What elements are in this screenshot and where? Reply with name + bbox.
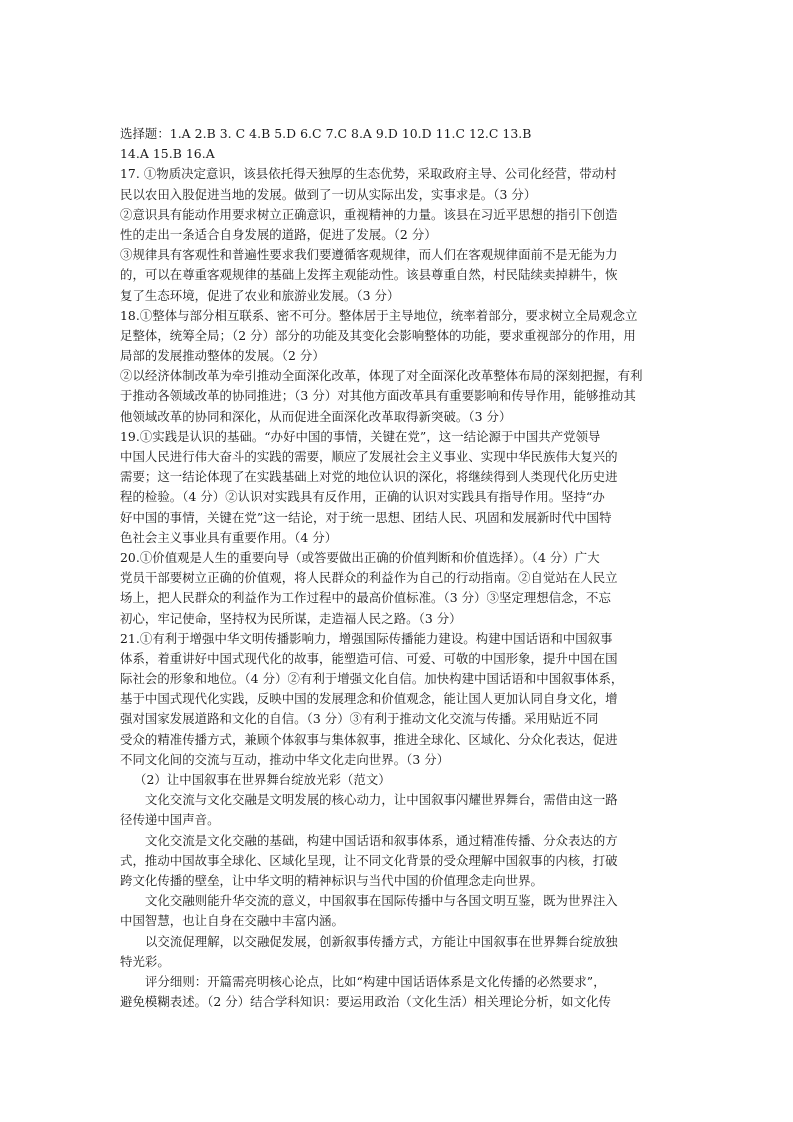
text-line: 选择题：1.A 2.B 3. C 4.B 5.D 6.C 7.C 8.A 9.D 10.D 11.C 12.C 13.B [120, 126, 532, 141]
text-line: 复了生态环境，促进了农业和旅游业发展。（3 分） [120, 287, 400, 303]
text-line: 初心，牢记使命，坚持权为民所谋，走造福人民之路。（3 分） [120, 610, 462, 626]
text-line: 文化交流是文化交融的基础，构建中国话语和叙事体系，通过精准传播、分众表达的方 [145, 832, 618, 848]
text-line: 跨文化传播的壁垒，让中华文明的精神标识与当代中国的价值理念走向世界。 [120, 872, 543, 888]
text-line: 21.①有利于增强中华文明传播影响力，增强国际传播能力建设。构建中国话语和中国叙事 [120, 630, 613, 646]
text-line: 18.①整体与部分相互联系、密不可分。整体居于主导地位，统率着部分，要求树立全局观念立 [120, 307, 638, 323]
text-line: 径传递中国声音。 [120, 812, 220, 828]
text-line: 足整体，统筹全局；（2 分）部分的功能及其变化会影响整体的功能，要求重视部分的作用，用 [120, 327, 636, 343]
text-line: 14.A 15.B 16.A [120, 146, 215, 162]
text-line: 中国人民进行伟大奋斗的实践的需要，顺应了发展社会主义事业、实现中华民族伟大复兴的 [120, 449, 618, 464]
text-line: 的，可以在尊重客观规律的基础上发挥主观能动性。该县尊重自然，村民陆续卖掉耕牛，恢 [120, 267, 618, 283]
text-line: 局部的发展推动整体的发展。（2 分） [120, 348, 325, 364]
text-line: 程的检验。（4 分）②认识对实践具有反作用，正确的认识对实践具有指导作用。坚持“办 [120, 489, 605, 505]
text-line: 需要；这一结论体现了在实践基础上对党的地位认识的深化，将继续得到人类现代化历史进 [120, 469, 618, 485]
text-line: 19.①实践是认识的基础。“办好中国的事情，关键在党”，这一结论源于中国共产党领导 [120, 428, 601, 444]
text-line: 性的走出一条适合自身发展的道路，促进了发展。（2 分） [120, 226, 437, 242]
text-line: 17. ①物质决定意识，该县依托得天独厚的生态优势，采取政府主导、公司化经营，带动村 [120, 166, 617, 182]
text-line: 场上，把人民群众的利益作为工作过程中的最高价值标准。（3 分）③坚定理想信念，不忘 [120, 590, 611, 606]
text-line: 基于中国式现代化实践，反映中国的发展理念和价值观念，能让国人更加认同自身文化，增 [120, 691, 618, 707]
text-line: 20.①价值观是人生的重要向导（或答要做出正确的价值判断和价值选择）。（4 分）广大 [120, 549, 600, 565]
text-line: 特光彩。 [120, 953, 170, 969]
text-line: 受众的精准传播方式，兼顾个体叙事与集体叙事，推进全球化、区域化、分众化表达，促进 [120, 731, 618, 747]
text-line: 色社会主义事业具有重要作用。（4 分） [120, 529, 338, 545]
text-line: （2）让中国叙事在世界舞台绽放光彩（范文） [134, 772, 391, 787]
text-line: 党员干部要树立正确的价值观，将人民群众的利益作为自己的行动指南。②自觉站在人民立 [120, 570, 618, 586]
text-line: 式，推动中国故事全球化、区域化呈现，让不同文化背景的受众理解中国叙事的内核，打破 [120, 852, 618, 868]
text-line: 好中国的事情，关键在党”这一结论，对于统一思想、团结人民、巩固和发展新时代中国特 [120, 509, 612, 525]
text-line: ②以经济体制改革为牵引推动全面深化改革，体现了对全面深化改革整体布局的深刻把握，有利 [120, 368, 643, 384]
text-line: 体系，着重讲好中国式现代化的故事，能塑造可信、可爱、可敬的中国形象，提升中国在国 [120, 650, 618, 666]
text-line: 评分细则：开篇需亮明核心论点，比如“构建中国话语体系是文化传播的必然要求”， [145, 973, 606, 989]
text-line: 民以农田入股促进当地的发展。做到了一切从实际出发，实事求是。（3 分） [120, 186, 537, 202]
text-line: 不同文化间的交流与互动，推动中华文化走向世界。（3 分） [120, 751, 450, 767]
text-line: 文化交融则能升华交流的意义，中国叙事在国际传播中与各国文明互鉴，既为世界注入 [145, 893, 618, 909]
text-line: 以交流促理解，以交融促发展，创新叙事传播方式，方能让中国叙事在世界舞台绽放独 [145, 933, 618, 949]
text-line: 避免模糊表述。（2 分）结合学科知识：要运用政治（文化生活）相关理论分析，如文化传 [120, 994, 611, 1010]
text-line: 中国智慧，也让自身在交融中丰富内涵。 [120, 913, 344, 929]
text-line: 际社会的形象和地位。（4 分）②有利于增强文化自信。加快构建中国话语和中国叙事体系， [120, 671, 624, 687]
text-line: 他领域改革的协同和深化，从而促进全面深化改革取得新突破。（3 分） [120, 408, 512, 424]
text-line: ②意识具有能动作用要求树立正确意识，重视精神的力量。该县在习近平思想的指引下创造 [120, 206, 618, 222]
text-line: 强对国家发展道路和文化的自信。（3 分）③有利于推动文化交流与传播。采用贴近不同 [120, 711, 599, 727]
text-line: 文化交流与文化交融是文明发展的核心动力，让中国叙事闪耀世界舞台，需借由这一路 [145, 792, 618, 808]
text-line: ③规律具有客观性和普遍性要求我们要遵循客观规律，而人们在客观规律面前不是无能为力 [120, 247, 618, 263]
answer-document [120, 124, 680, 1012]
text-line: 于推动各领域改革的协同推进；（3 分）对其他方面改革具有重要影响和传导作用，能够推动其 [120, 388, 636, 404]
